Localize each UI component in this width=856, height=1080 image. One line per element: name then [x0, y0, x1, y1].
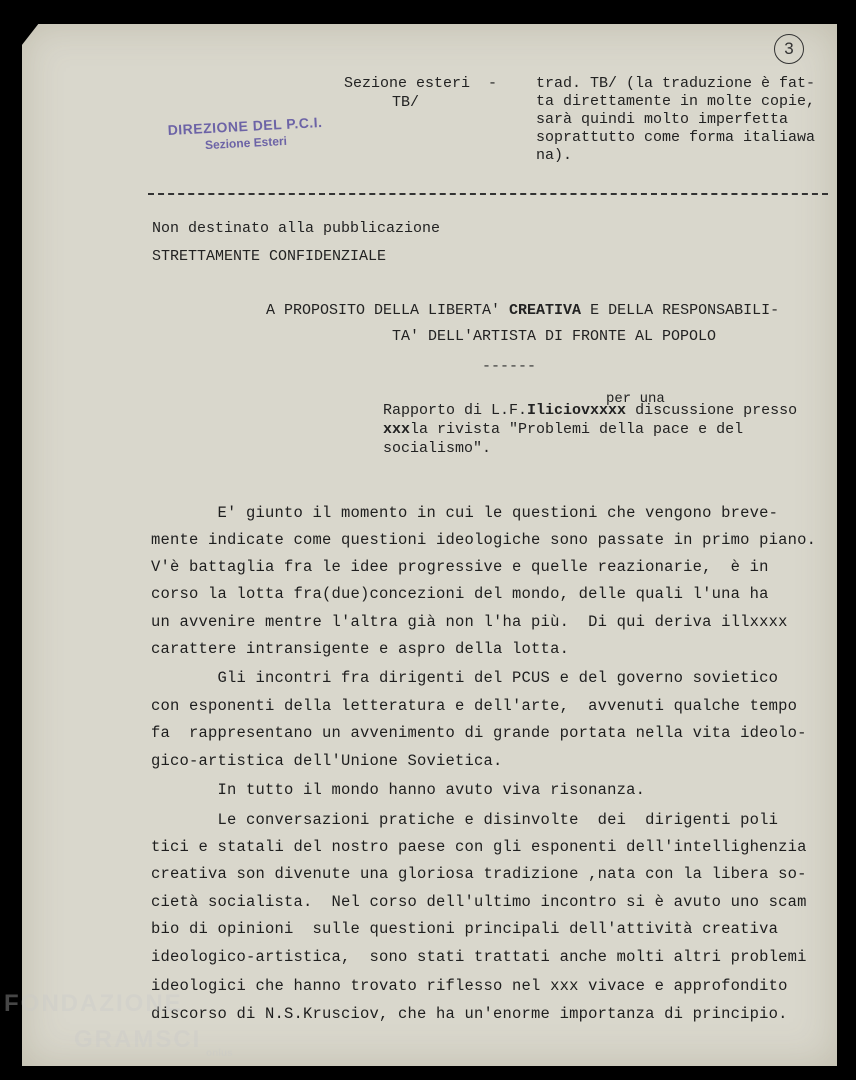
header-right-line-5: na).	[536, 147, 573, 164]
report-line-1-d: discussione presso	[626, 402, 798, 419]
header-right-line-1: trad. TB/ (la traduzione è fat-	[536, 75, 816, 92]
body-line: con esponenti della letteratura e dell'arte, avvenuti qualche tempo	[151, 697, 798, 715]
header-separator-rule	[148, 193, 828, 195]
report-line-2-a: xxx	[383, 421, 411, 438]
body-line: In tutto il mondo hanno avuto viva risonanza.	[151, 781, 646, 799]
stamp-line-1: DIREZIONE DEL P.C.I.	[167, 113, 323, 139]
body-line: tici e statali del nostro paese con gli esponenti dell'intellighenzia	[151, 838, 807, 856]
notice-confidential: STRETTAMENTE CONFIDENZIALE	[152, 248, 387, 265]
body-line: Le conversazioni pratiche e disinvolte dei dirigenti poli	[151, 811, 779, 829]
report-line-2	[383, 421, 743, 439]
body-line: un avvenire mentre l'altra già non l'ha più. Di qui deriva illxxxx	[151, 613, 788, 631]
report-line-2-b: la rivista "Problemi della pace e del	[410, 421, 744, 438]
notice-not-for-publication: Non destinato alla pubblicazione	[152, 220, 441, 237]
report-line-1-b: Ilicio	[527, 402, 582, 419]
body-line: mente indicate come questioni ideologiche sono passate in primo piano.	[151, 531, 817, 549]
report-line-1-a: Rapporto di L.F.	[383, 402, 528, 419]
watermark-line-2: GRAMSCI	[74, 1026, 202, 1053]
header-right-line-2: ta direttamente in molte copie,	[536, 93, 816, 110]
body-line: carattere intransigente e aspro della lotta.	[151, 640, 570, 658]
header-right-line-4: soprattutto come forma italiawa	[536, 129, 816, 146]
report-line-1	[383, 402, 797, 420]
page-number: 3	[774, 34, 804, 64]
body-line: gico-artistica dell'Unione Sovietica.	[151, 752, 503, 770]
header-right-line-3: sarà quindi molto imperfetta	[536, 111, 789, 128]
body-line: E' giunto il momento in cui le questioni che vengono breve-	[151, 504, 779, 522]
title-line-1	[266, 302, 779, 320]
body-line: creativa son divenute una gloriosa tradizione ,nata con la libera so-	[151, 865, 807, 883]
report-line-3: socialismo".	[383, 440, 492, 457]
body-line: bio di opinioni sulle questioni principali dell'attività creativa	[151, 920, 779, 938]
title-line-2: TA' DELL'ARTISTA DI FRONTE AL POPOLO	[392, 328, 717, 345]
title-separator: ------	[482, 358, 537, 375]
header-left-line-1: Sezione esteri -	[344, 75, 498, 92]
body-line: ideologici che hanno trovato riflesso nel xxx vivace e approfondito	[151, 977, 788, 995]
body-line: Gli incontri fra dirigenti del PCUS e del governo sovietico	[151, 669, 779, 687]
body-line: cietà socialista. Nel corso dell'ultimo incontro si è avuto uno scam	[151, 893, 807, 911]
watermark-line-1: FONDAZIONE	[4, 990, 183, 1017]
body-line: V'è battaglia fra le idee progressive e quelle reazionarie, è in	[151, 558, 769, 576]
body-line: fa rappresentano un avvenimento di grande portata nella vita ideolo-	[151, 724, 807, 742]
body-line: ideologico-artistica, sono stati trattati anche molti altri problemi	[151, 948, 807, 966]
title-line-1-creativa: CREATIVA	[509, 302, 582, 319]
body-line: corso la lotta fra(due)concezioni del mondo, delle quali l'una ha	[151, 585, 769, 603]
watermark-line-3: onlus	[206, 1048, 233, 1059]
title-line-1-part-c: E DELLA RESPONSABILI-	[581, 302, 780, 319]
stamp-line-2: Sezione Esteri	[204, 133, 288, 153]
header-left-line-2: TB/	[392, 94, 420, 111]
title-line-1-part-a: A PROPOSITO DELLA LIBERTA'	[266, 302, 510, 319]
report-line-1-c: vxxxx	[581, 402, 627, 419]
body-line: discorso di N.S.Krusciov, che ha un'enorme importanza di principio.	[151, 1005, 788, 1023]
report-handwritten-insert: per una	[606, 391, 665, 407]
fondazione-gramsci-watermark	[4, 990, 233, 1059]
